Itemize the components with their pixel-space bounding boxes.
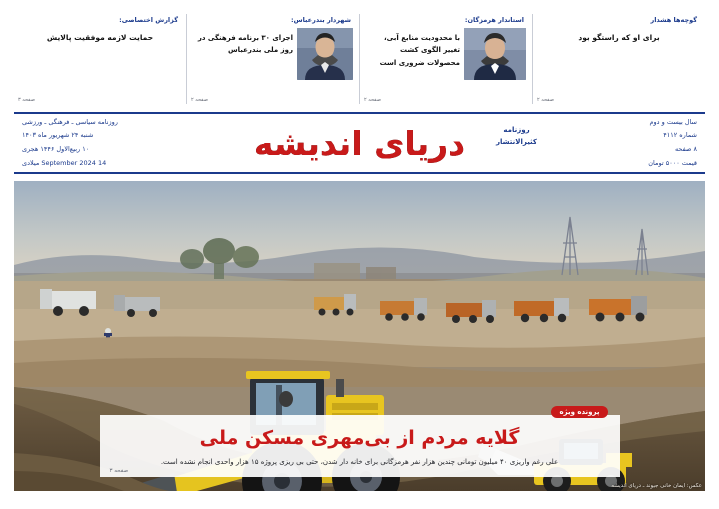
teaser-page-ref: صفحه ۳ bbox=[18, 97, 35, 103]
teaser-page-ref: صفحه ۲ bbox=[537, 97, 554, 103]
special-report-badge: پرونده ویژه bbox=[551, 406, 607, 418]
teaser-item-4[interactable] bbox=[14, 14, 186, 104]
portrait-illustration bbox=[297, 28, 353, 80]
masthead-date-info bbox=[14, 116, 164, 171]
date-line-4: 14 September 2024 میلادی bbox=[22, 158, 107, 167]
teaser-kicker: شهردار بندرعباس: bbox=[291, 16, 351, 24]
teaser-body bbox=[539, 28, 699, 104]
issue-line-2: شماره ۴۱۱۲ bbox=[663, 131, 697, 140]
teaser-headline[interactable]: برای او که راستگو بود bbox=[578, 33, 660, 42]
lead-headline-box bbox=[100, 408, 620, 477]
teaser-item-1[interactable] bbox=[532, 14, 705, 104]
teaser-page-ref: صفحه ۲ bbox=[191, 97, 208, 103]
teaser-headline[interactable]: اجرای ۳۰ برنامه فرهنگی در روز ملی بندرعباس bbox=[197, 34, 293, 55]
date-line-2: شنبه ۲۴ شهریور ماه ۱۴۰۳ bbox=[22, 131, 94, 140]
date-line-1: روزنامه سیاسی ـ فرهنگی ـ ورزشی bbox=[22, 117, 118, 126]
teaser-body bbox=[20, 28, 180, 104]
teaser-kicker: گوچه‌ها هشدار bbox=[650, 16, 697, 24]
date-line-3: ۱۰ ربیع‌الاول ۱۴۴۶ هجری bbox=[22, 145, 90, 153]
teaser-headline[interactable]: حمایت لازمه موفقیت پالایش bbox=[46, 33, 154, 42]
lead-deck: علی رغم واریزی ۴۰ میلیون تومانی چندین هزار نفر هرمزگانی برای خانه دار شدن، حتی بی ریزی پروژه ۱۵ هزار واحدی انجام نشده است. bbox=[160, 457, 559, 466]
newspaper-logo: دریای اندیشه bbox=[253, 124, 466, 163]
masthead-issue-info bbox=[555, 116, 705, 171]
issue-line-3: ۸ صفحه bbox=[674, 145, 697, 153]
portrait-illustration bbox=[464, 28, 526, 80]
teaser-portrait-photo bbox=[464, 28, 526, 80]
teaser-headline[interactable]: با محدودیت منابع آبی، تغییر الگوی کشت محصولات ضروری است bbox=[379, 34, 460, 67]
teaser-item-2[interactable] bbox=[359, 14, 532, 104]
issue-line-1: سال بیست و دوم bbox=[649, 117, 697, 126]
teaser-item-3[interactable] bbox=[186, 14, 359, 104]
masthead-kicker-line-2: کثیرالانتشار bbox=[495, 137, 537, 146]
masthead bbox=[14, 112, 705, 174]
teaser-kicker: استاندار هرمزگان: bbox=[464, 16, 524, 24]
teaser-portrait-photo bbox=[297, 28, 353, 80]
lead-headline[interactable]: گلایه مردم از بی‌مهری مسکن ملی bbox=[199, 427, 520, 450]
lead-photo bbox=[14, 181, 705, 491]
top-teaser-strip bbox=[14, 14, 705, 104]
photo-credit: عکس: ایمان خانی جیوند ـ دریای اندیشه bbox=[611, 483, 702, 489]
teaser-page-ref: صفحه ۲ bbox=[364, 97, 381, 103]
masthead-kicker bbox=[496, 125, 537, 149]
teaser-body bbox=[366, 28, 526, 104]
masthead-center bbox=[164, 114, 555, 172]
teaser-body bbox=[193, 28, 353, 104]
lead-page-ref: صفحه ۳ bbox=[109, 468, 129, 474]
teaser-kicker: گزارش اختصاصی: bbox=[119, 16, 178, 24]
masthead-kicker-line-1: روزنامه bbox=[503, 126, 530, 134]
issue-line-4: قیمت ۵۰۰۰ تومان bbox=[648, 158, 697, 167]
